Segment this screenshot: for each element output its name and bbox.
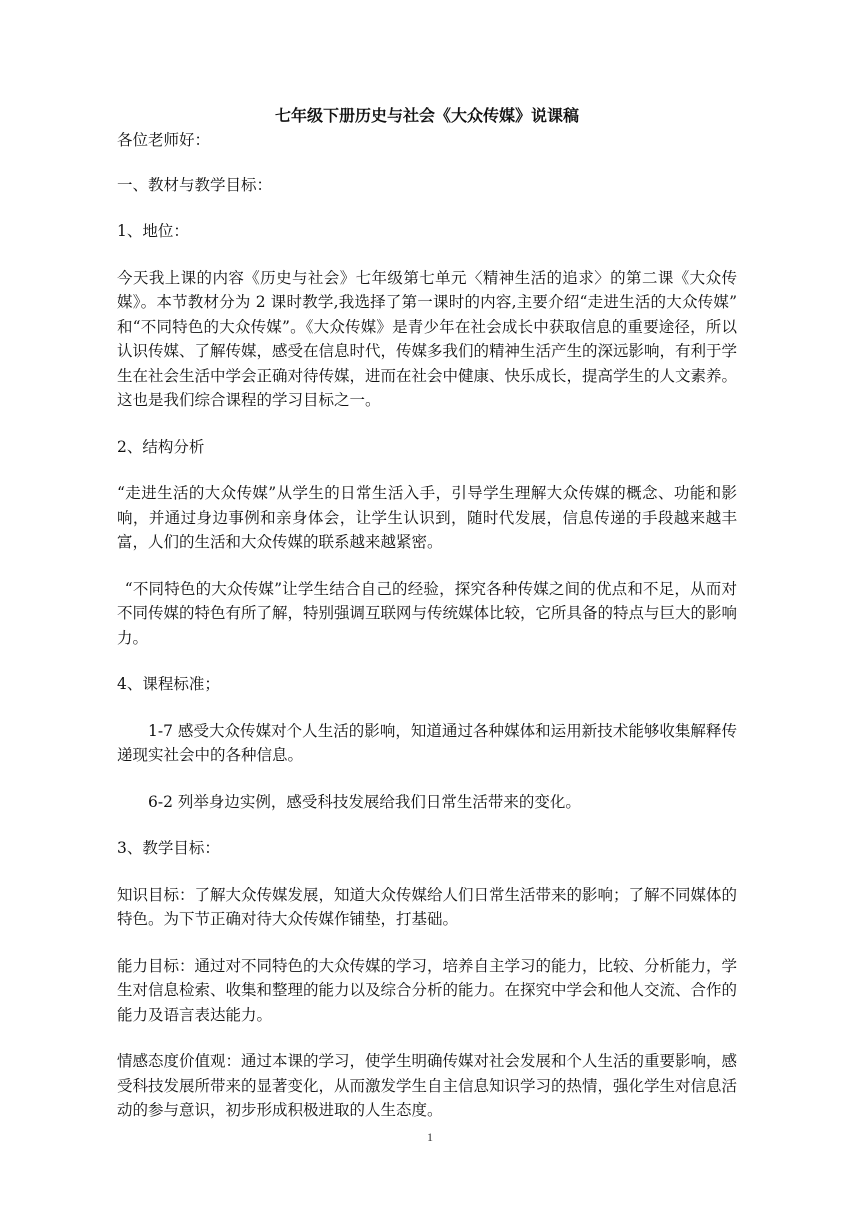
subheading-curriculum-standards: 4、课程标准；: [117, 675, 220, 693]
page-number: 1: [427, 1130, 433, 1144]
ability-goal: 能力目标：通过对不同特色的大众传媒的学习，培养自主学习的能力，比较、分析能力，学生对信息检索、收集和整理的能力以及综合分析的能力。在探究中学会和他人交流、合作的能力及语言表达能力。: [117, 956, 738, 1024]
subheading-teaching-goals: 3、教学目标：: [117, 839, 220, 857]
document-title: 七年级下册历史与社会《大众传媒》说课稿: [274, 106, 579, 125]
subheading-structure-analysis: 2、结构分析: [117, 437, 205, 456]
paragraph-position: 今天我上课的内容《历史与社会》七年级第七单元〈精神生活的追求〉的第二课《大众传媒》。本节教材分为 2 课时教学,我选择了第一课时的内容,主要介绍“走进生活的大众传媒” 和“不同特色的大众传媒”。《大众传媒》是青少年在社会成长中获取信息的重要途径，所以认识传媒、了解传媒，感受在信息时代，传媒多我们的精神生活产生的深远影响，有利于学生在社会生活中学会正确对待传媒，进而在社会中健康、快乐成长，提高学生的人文素养。这也是我们综合课程的学习目标之一。: [117, 268, 738, 409]
greeting: 各位老师好：: [117, 131, 211, 149]
paragraph-structure-media-features: “不同特色的大众传媒”让学生结合自己的经验，探究各种传媒之间的优点和不足，从而对不同传媒的特色有所了解，特别强调互联网与传统媒体比较，它所具备的特点与巨大的影响力。: [117, 579, 738, 647]
subheading-position: 1、地位：: [117, 222, 189, 240]
paragraph-structure-everyday-media: “走进生活的大众传媒”从学生的日常生活入手，引导学生理解大众传媒的概念、功能和影响，并通过身边事例和亲身体会，让学生认识到，随时代发展，信息传递的手段越来越丰富，人们的生活和大众传媒的联系越来越紧密。: [117, 484, 737, 551]
document-body: [117, 104, 737, 1145]
section-heading-materials-goals: 一、教材与教学目标：: [117, 175, 273, 194]
curriculum-standard-1-7: 1-7 感受大众传媒对个人生活的影响，知道通过各种媒体和运用新技术能够收集解释传递现实社会中的各种信息。: [117, 721, 737, 764]
attitude-value-goal: 情感态度价值观：通过本课的学习，使学生明确传媒对社会发展和个人生活的重要影响，感受科技发展所带来的显著变化，从而激发学生自主信息知识学习的热情，强化学生对信息活动的参与意识，初步形成积极进取的人生态度。: [117, 1052, 738, 1119]
knowledge-goal: 知识目标：了解大众传媒发展，知道大众传媒给人们日常生活带来的影响；了解不同媒体的特色。为下节正确对待大众传媒作铺垫，打基础。: [117, 885, 738, 928]
curriculum-standard-6-2: 6-2 列举身边实例，感受科技发展给我们日常生活带来的变化。: [148, 792, 581, 811]
